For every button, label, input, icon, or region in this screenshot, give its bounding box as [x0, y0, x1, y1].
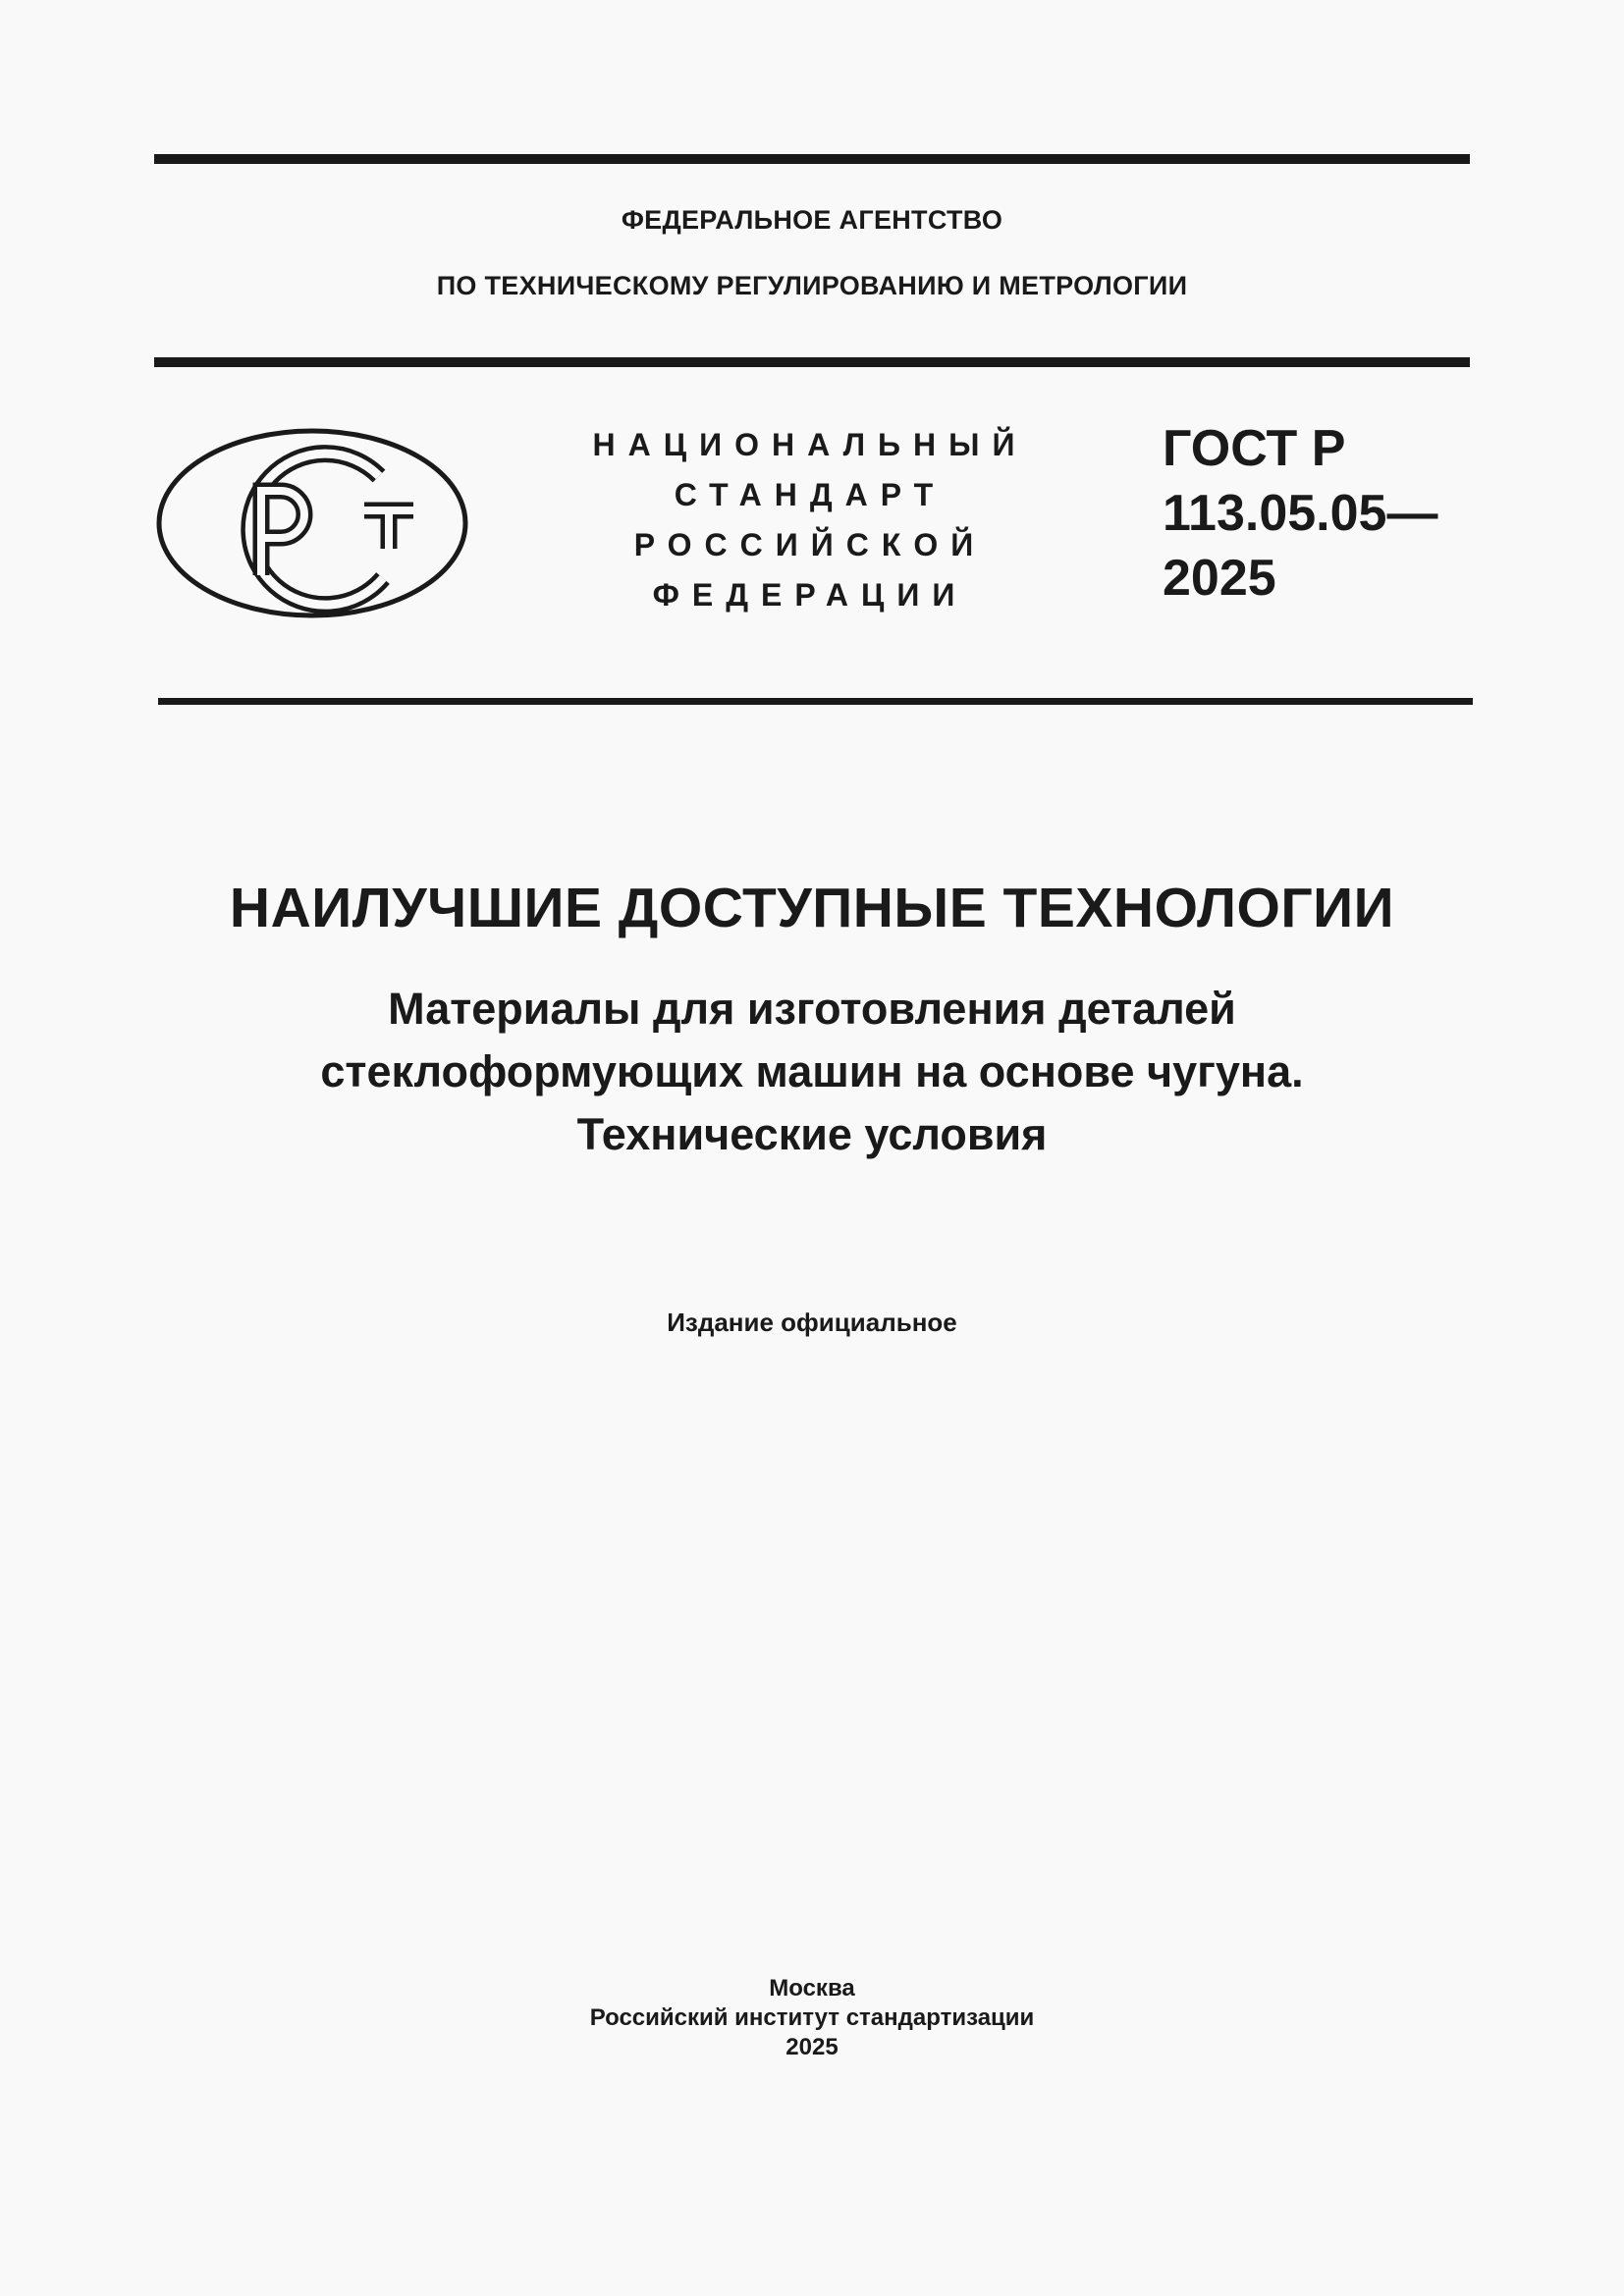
subtitle: [0, 978, 1624, 1166]
rst-certification-mark-icon: [155, 428, 471, 619]
imprint-publisher: Российский институт стандартизации: [589, 2004, 1035, 2031]
standard-type-line-3: РОССИЙСКОЙ: [633, 527, 987, 562]
agency-name-line-2: ПО ТЕХНИЧЕСКОМУ РЕГУЛИРОВАНИЮ И МЕТРОЛОГИИ: [436, 271, 1188, 300]
standard-designation: [1163, 416, 1437, 611]
top-divider: [154, 154, 1470, 164]
standard-type-line-4: ФЕДЕРАЦИИ: [652, 577, 968, 613]
header-bottom-divider: [158, 698, 1473, 705]
designation-line-2: 113.05.05—: [1163, 485, 1438, 542]
imprint: [0, 1974, 1624, 2062]
subtitle-line-2: стеклоформующих машин на основе чугуна.: [320, 1046, 1304, 1096]
imprint-city: Москва: [769, 1975, 855, 2002]
imprint-year: 2025: [785, 2034, 839, 2060]
designation-line-1: ГОСТ Р: [1163, 420, 1346, 477]
standard-type: [550, 420, 1070, 620]
standard-type-line-2: СТАНДАРТ: [674, 477, 947, 512]
subtitle-line-1: Материалы для изготовления деталей: [388, 984, 1236, 1034]
standard-type-line-1: НАЦИОНАЛЬНЫЙ: [592, 427, 1028, 462]
agency-name-line-1: ФЕДЕРАЛЬНОЕ АГЕНТСТВО: [621, 205, 1003, 235]
header-divider: [154, 357, 1470, 367]
designation-line-3: 2025: [1163, 550, 1276, 607]
edition-note: Издание официальное: [667, 1308, 957, 1337]
subtitle-line-3: Технические условия: [576, 1109, 1048, 1159]
main-title: НАИЛУЧШИЕ ДОСТУПНЫЕ ТЕХНОЛОГИИ: [229, 877, 1395, 939]
